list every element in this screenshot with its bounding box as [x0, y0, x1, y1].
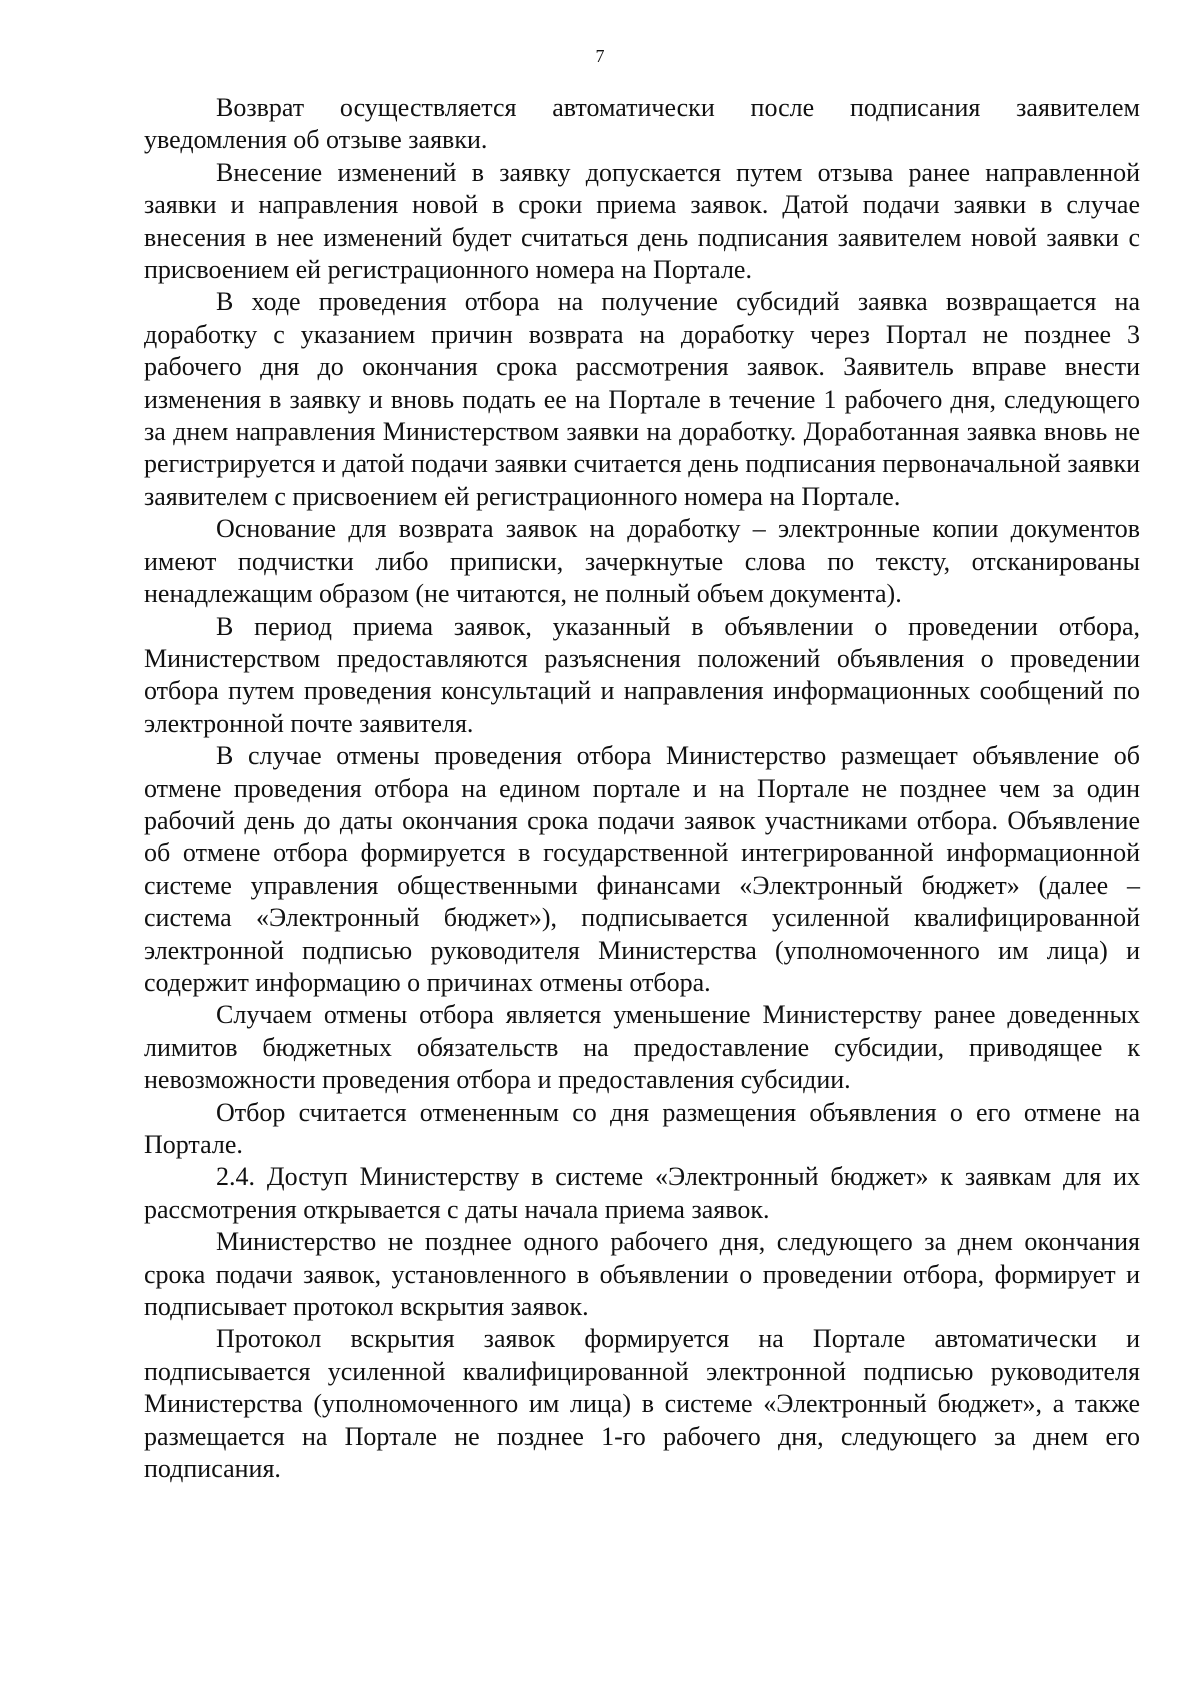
paragraph-revision-grounds: Основание для возврата заявок на доработку – электронные копии документов имеют подчистки либо приписки, зачеркнутые слова по тексту, отсканированы ненадлежащим образом (не читаются, не полный объем документа). — [144, 514, 1140, 609]
paragraph-clarifications: В период приема заявок, указанный в объявлении о проведении отбора, Министерством предоставляются разъяснения положений объявления о проведении отбора путем проведения консультаций и направления информационных сообщений по электронной почте заявителя. — [144, 611, 1140, 738]
paragraph-cancellation-case: Случаем отмены отбора является уменьшение Министерству ранее доведенных лимитов бюджетных обязательств на предоставление субсидии, приводящее к невозможности проведения отбора и предоставления субсидии. — [144, 1000, 1140, 1095]
paragraph-protocol-publication: Протокол вскрытия заявок формируется на Портале автоматически и подписывается усиленной квалифицированной электронной подписью руководителя Министерства (уполномоченного им лица) в системе «Электронный бюджет», а также размещается на Портале не позднее 1-го рабочего дня, следующего за днем его подписания. — [144, 1324, 1140, 1484]
paragraph-selection-cancellation: В случае отмены проведения отбора Министерство размещает объявление об отмене проведения отбора на едином портале и на Портале не позднее чем за один рабочий день до даты окончания срока подачи заявок участниками отбора. Объявление об отмене отбора формируется в государственной интегрированной информационной системе управления общественными финансами «Электронный бюджет» (далее – система «Электронный бюджет»), подписывается усиленной квалифицированной электронной подписью руководителя Министерства (уполномоченного им лица) и содержит информацию о причинах отмены отбора. — [144, 741, 1140, 997]
paragraph-cancellation-effective: Отбор считается отмененным со дня размещения объявления о его отмене на Портале. — [144, 1097, 1140, 1159]
paragraph-application-changes: Внесение изменений в заявку допускается путем отзыва ранее направленной заявки и направления новой в сроки приема заявок. Датой подачи заявки в случае внесения в нее изменений будет считаться день подписания заявителем новой заявки с присвоением ей регистрационного номера на Портале. — [144, 157, 1140, 285]
paragraph-section-2-4-access: 2.4. Доступ Министерству в системе «Электронный бюджет» к заявкам для их рассмотрения открывается с даты начала приема заявок. — [144, 1162, 1140, 1224]
paragraph-opening-protocol: Министерство не позднее одного рабочего дня, следующего за днем окончания срока подачи заявок, установленного в объявлении о проведении отбора, формирует и подписывает протокол вскрытия заявок. — [144, 1227, 1140, 1322]
paragraph-return-for-revision: В ходе проведения отбора на получение субсидий заявка возвращается на доработку с указанием причин возврата на доработку через Портал не позднее 3 рабочего дня до окончания срока рассмотрения заявок. Заявитель вправе внести изменения в заявку и вновь подать ее на Портале в течение 1 рабочего дня, следующего за днем направления Министерством заявки на доработку. Доработанная заявка вновь не регистрируется и датой подачи заявки считается день подписания первоначальной заявки заявителем с присвоением ей регистрационного номера на Портале. — [144, 287, 1140, 511]
page-number: 7 — [595, 46, 605, 66]
document-body — [144, 92, 1140, 1485]
paragraph-withdrawal-return: Возврат осуществляется автоматически после подписания заявителем уведомления об отзыве заявки. — [144, 93, 1140, 155]
